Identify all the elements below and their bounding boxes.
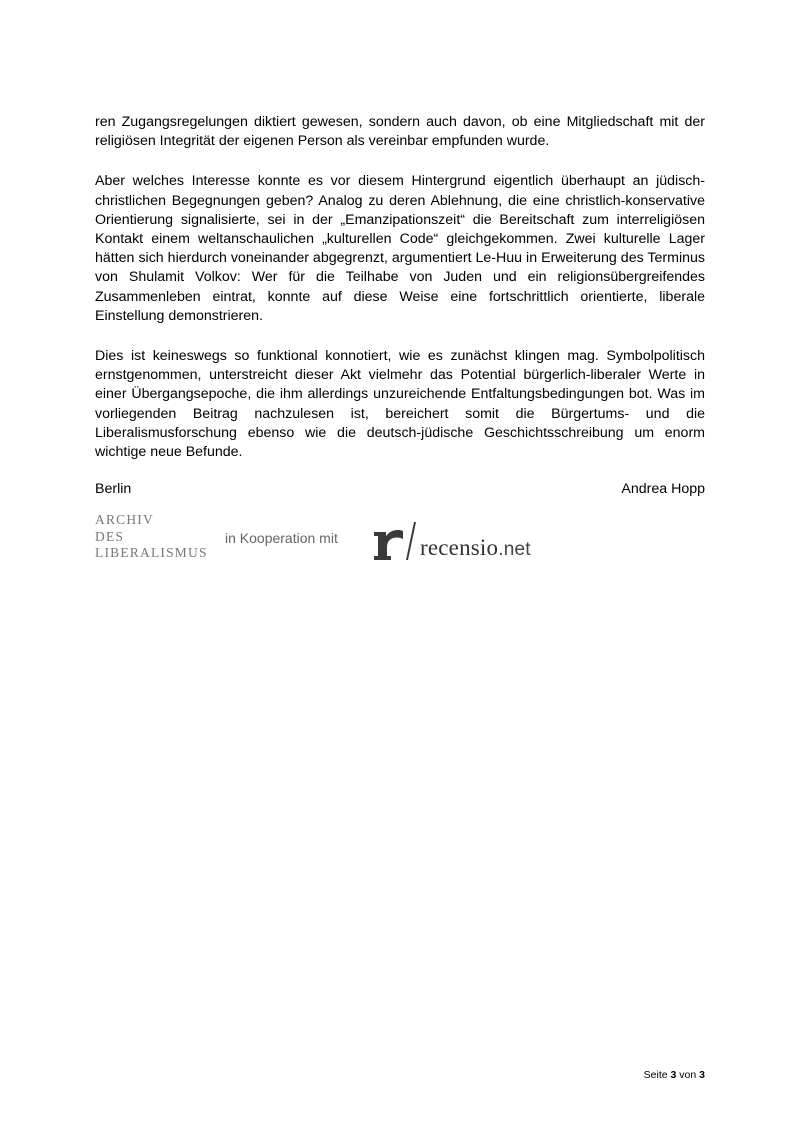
logo-line: DES bbox=[95, 528, 125, 544]
recensio-r-icon bbox=[372, 518, 416, 562]
page-separator: von bbox=[679, 1069, 697, 1081]
page-number bbox=[644, 1069, 705, 1081]
paragraph: Dies ist keineswegs so funktional konnotiert, wie es zunächst klingen mag. Symbolpolitisch ernstgenommen, unterstreicht dieser Akt vielmehr das Potential bürgerlich-liberaler Werte in einer Übergangsepoche, die ihm allerdings unzureichende Entfaltungsbedingungen bot. Was im vorliegenden Beitrag nachzulesen ist, bereichert somit die Bürgertums- und die Liberalismusforschung ebenso wie die deutsch-jüdische Geschichtsschreibung um enorm wichtige neue Befunde. bbox=[95, 348, 705, 461]
recensio-suffix: .net bbox=[498, 539, 531, 560]
author-name: Andrea Hopp bbox=[621, 481, 705, 498]
cooperation-text: in Kooperation mit bbox=[225, 530, 338, 546]
partner-logos bbox=[95, 512, 555, 568]
recensio-logo bbox=[372, 516, 531, 562]
logo-line: ARCHIV bbox=[95, 512, 154, 527]
logo-line: LIBERALISMUS bbox=[95, 545, 208, 560]
archiv-des-liberalismus-logo bbox=[95, 512, 208, 562]
recensio-name: recensio bbox=[420, 535, 499, 560]
paragraph: ren Zugangsregelungen diktiert gewesen, sondern auch davon, ob eine Mitgliedschaft mit der religiösen Integrität der eigenen Person als vereinbar empfunden wurde. bbox=[95, 114, 705, 150]
current-page: 3 bbox=[670, 1069, 677, 1081]
place: Berlin bbox=[95, 481, 132, 498]
recensio-wordmark bbox=[420, 535, 531, 561]
page-label: Seite bbox=[643, 1069, 668, 1081]
paragraph: Aber welches Interesse konnte es vor diesem Hintergrund eigentlich überhaupt an jüdisch-christlichen Begegnungen geben? Analog zu deren Ablehnung, die eine christlich-konservative Orientierung signalisierte, sei in der „Emanzipationszeit“ die Bereitschaft zum interreligiösen Kontakt einem weltanschaulichen „kulturellen Code“ gleichgekommen. Zwei kulturelle Lager hätten sich hierdurch voneinander abgegrenzt, argumentiert Le-Huu in Erweiterung des Terminus von Shulamit Volkov: Wer für die Teilhabe von Juden und ein religionsübergreifendes Zusammenleben eintrat, konnte auf diese Weise eine fortschrittlich orientierte, liberale Einstellung demonstrieren. bbox=[95, 173, 705, 324]
total-pages: 3 bbox=[699, 1069, 705, 1081]
review-text bbox=[95, 113, 705, 499]
signature-line bbox=[95, 480, 705, 499]
